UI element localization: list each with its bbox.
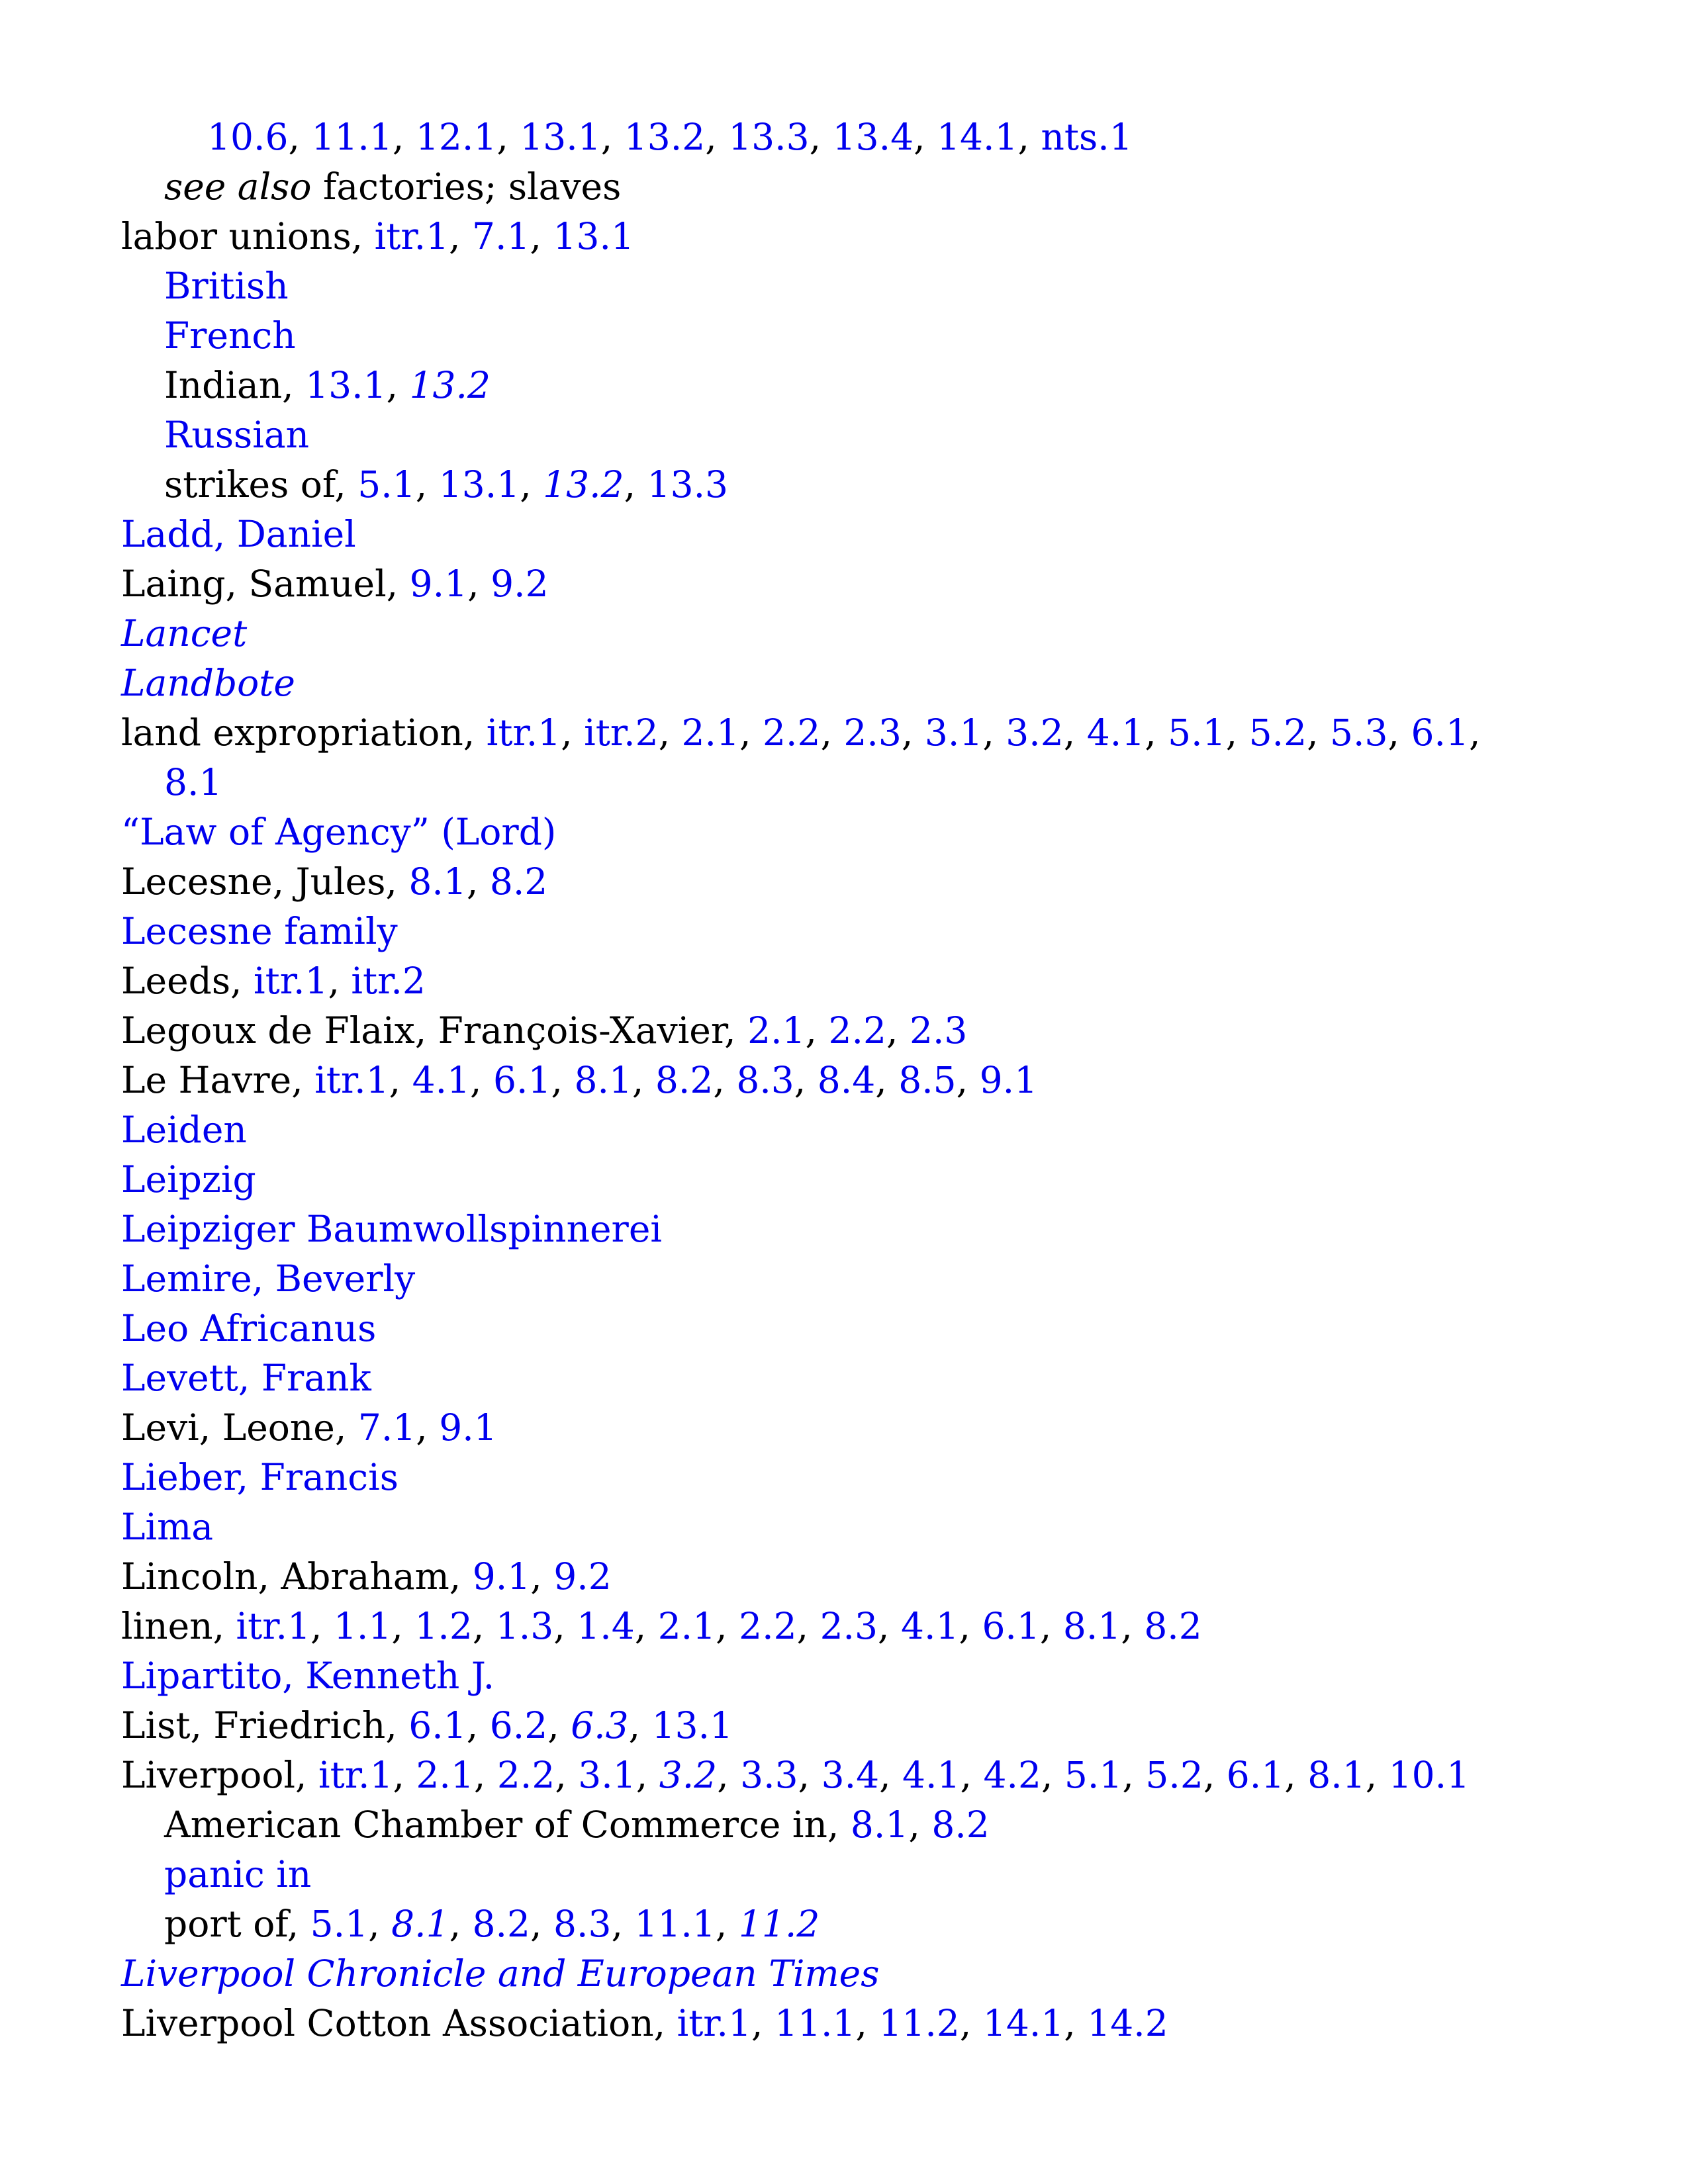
- index-text: ,: [717, 1754, 741, 1796]
- index-link[interactable]: 3.4: [821, 1754, 880, 1796]
- index-subentry: [121, 113, 1577, 162]
- index-subentry: [121, 1800, 1577, 1850]
- index-text: factories; slaves: [311, 165, 622, 208]
- index-text: ,: [634, 1605, 658, 1647]
- index-subentry: [121, 410, 1577, 460]
- index-text: ,: [1017, 116, 1041, 158]
- index-link[interactable]: 1.2: [414, 1605, 473, 1647]
- index-link[interactable]: 8.2: [931, 1803, 990, 1846]
- index-entry: [121, 1006, 1577, 1056]
- index-link[interactable]: 10.1: [1388, 1754, 1470, 1796]
- index-link[interactable]: 14.2: [1087, 2002, 1168, 2044]
- index-link[interactable]: 8.2: [1144, 1605, 1202, 1647]
- index-link[interactable]: itr.2: [584, 711, 659, 754]
- index-link[interactable]: 2.2: [739, 1605, 797, 1647]
- index-link[interactable]: 5.1: [357, 463, 416, 506]
- index-entry: [121, 1751, 1577, 1800]
- index-link[interactable]: 2.2: [762, 711, 821, 754]
- index-text: Liverpool Cotton Association,: [121, 2002, 677, 2044]
- index-entry: [121, 1056, 1577, 1105]
- index-entry: [121, 708, 1577, 807]
- index-text: Indian,: [164, 364, 306, 406]
- index-link[interactable]: 7.1: [472, 215, 530, 257]
- index-link[interactable]: Lieber, Francis: [121, 1456, 399, 1498]
- index-text: ,: [914, 116, 937, 158]
- index-link[interactable]: 8.1: [850, 1803, 909, 1846]
- index-text: ,: [1064, 2002, 1088, 2044]
- index-link[interactable]: itr.1: [236, 1605, 310, 1647]
- index-text: ,: [908, 1803, 932, 1846]
- index-subentry: [121, 460, 1577, 510]
- index-link[interactable]: 6.1: [1226, 1754, 1285, 1796]
- index-text: ,: [1225, 711, 1249, 754]
- index-entry: [121, 1353, 1577, 1403]
- index-text: ,: [1203, 1754, 1227, 1796]
- index-text: ,: [328, 960, 352, 1002]
- index-link[interactable]: 4.1: [1086, 711, 1145, 754]
- index-link[interactable]: 9.1: [409, 563, 468, 605]
- index-link[interactable]: itr.1: [318, 1754, 393, 1796]
- index-link[interactable]: 8.3: [553, 1903, 612, 1945]
- index-link[interactable]: Lipartito, Kenneth J.: [121, 1655, 495, 1697]
- index-entry: [121, 1999, 1577, 2048]
- index-link[interactable]: French: [164, 314, 296, 357]
- index-subentry: [121, 1850, 1577, 1899]
- index-text: ,: [310, 1605, 334, 1647]
- index-link[interactable]: 1.4: [577, 1605, 635, 1647]
- index-subentry: [121, 261, 1577, 311]
- index-link[interactable]: 3.1: [578, 1754, 636, 1796]
- index-link[interactable]: panic in: [164, 1853, 312, 1895]
- index-entry: [121, 1453, 1577, 1502]
- index-text: ,: [288, 116, 312, 158]
- index-text: ,: [1063, 711, 1087, 754]
- index-link[interactable]: Leiden: [121, 1109, 247, 1151]
- index-link[interactable]: 9.1: [472, 1555, 531, 1598]
- index-link[interactable]: 3.1: [924, 711, 983, 754]
- index-text: ,: [389, 1059, 412, 1101]
- index-link[interactable]: 8.1: [408, 860, 467, 903]
- index-text: ,: [472, 1605, 496, 1647]
- index-text: Levi, Leone,: [121, 1406, 358, 1449]
- index-entry: [121, 1701, 1577, 1751]
- index-link[interactable]: 6.1: [408, 1704, 467, 1747]
- index-text: ,: [611, 1903, 635, 1945]
- index-text: ,: [875, 1059, 899, 1101]
- index-text: ,: [530, 1903, 553, 1945]
- index-text: ,: [547, 1704, 571, 1747]
- index-text: ,: [561, 711, 585, 754]
- index-text: strikes of,: [164, 463, 358, 506]
- index-text: Legoux de Flaix, François-Xavier,: [121, 1009, 748, 1052]
- index-text: Le Havre,: [121, 1059, 315, 1101]
- index-text: ,: [1468, 711, 1481, 754]
- index-link[interactable]: 8.5: [898, 1059, 957, 1101]
- index-link[interactable]: 1.1: [333, 1605, 392, 1647]
- index-text: land expropriation,: [121, 711, 487, 754]
- index-link[interactable]: nts.1: [1041, 116, 1133, 158]
- index-link[interactable]: Landbote: [121, 662, 295, 704]
- index-link[interactable]: 2.1: [747, 1009, 806, 1052]
- index-entry: [121, 807, 1577, 857]
- index-link[interactable]: 10.6: [207, 116, 289, 158]
- index-text: ,: [415, 463, 439, 506]
- index-link[interactable]: 11.1: [311, 116, 393, 158]
- index-text: ,: [530, 1555, 554, 1598]
- index-text: ,: [901, 711, 925, 754]
- index-text: ,: [878, 1605, 901, 1647]
- index-link[interactable]: 3.2: [659, 1754, 718, 1796]
- index-text: ,: [1039, 1605, 1063, 1647]
- index-link[interactable]: 3.3: [740, 1754, 798, 1796]
- index-text: ,: [798, 1754, 821, 1796]
- index-text: Liverpool,: [121, 1754, 319, 1796]
- index-text: ,: [855, 2002, 879, 2044]
- index-link[interactable]: itr.1: [254, 960, 328, 1002]
- index-link[interactable]: 11.1: [634, 1903, 716, 1945]
- index-link[interactable]: itr.1: [374, 215, 449, 257]
- index-entry: [121, 1155, 1577, 1205]
- index-link[interactable]: 6.1: [1411, 711, 1469, 754]
- index-text: ,: [368, 1903, 392, 1945]
- index-link[interactable]: 8.2: [472, 1903, 531, 1945]
- index-text: ,: [794, 1059, 818, 1101]
- index-link[interactable]: 5.2: [1248, 711, 1307, 754]
- index-link[interactable]: Leo Africanus: [121, 1307, 377, 1349]
- index-text: ,: [551, 1059, 575, 1101]
- index-text: ,: [467, 563, 491, 605]
- index-entry: [121, 907, 1577, 956]
- index-link[interactable]: 8.4: [817, 1059, 876, 1101]
- index-link[interactable]: Russian: [164, 414, 310, 456]
- index-text: ,: [391, 1605, 415, 1647]
- index-subentry: [121, 1899, 1577, 1949]
- index-link[interactable]: 14.1: [982, 2002, 1064, 2044]
- index-link[interactable]: 8.3: [736, 1059, 794, 1101]
- index-link[interactable]: 13.1: [553, 215, 634, 257]
- index-link[interactable]: 8.1: [1307, 1754, 1366, 1796]
- index-link[interactable]: 7.1: [357, 1406, 416, 1449]
- index-link[interactable]: 1.3: [495, 1605, 554, 1647]
- index-link[interactable]: 13.3: [647, 463, 729, 506]
- index-text: Laing, Samuel,: [121, 563, 410, 605]
- index-link[interactable]: 9.2: [491, 563, 549, 605]
- index-link[interactable]: 11.2: [878, 2002, 960, 2044]
- index-link[interactable]: 4.2: [983, 1754, 1041, 1796]
- index-text: ,: [960, 1754, 984, 1796]
- index-link[interactable]: itr.1: [677, 2002, 752, 2044]
- index-text: labor unions,: [121, 215, 375, 257]
- index-link[interactable]: 6.2: [489, 1704, 548, 1747]
- index-link[interactable]: itr.1: [486, 711, 561, 754]
- index-link[interactable]: 8.1: [574, 1059, 632, 1101]
- index-text: ,: [416, 1406, 440, 1449]
- index-link[interactable]: 6.3: [571, 1704, 629, 1747]
- index-text: ,: [496, 116, 520, 158]
- index-text: ,: [1122, 1754, 1146, 1796]
- index-text: linen,: [121, 1605, 236, 1647]
- index-text: ,: [1365, 1754, 1389, 1796]
- index-page: [121, 113, 1577, 2048]
- index-link[interactable]: 2.3: [820, 1605, 878, 1647]
- index-entry: [121, 1949, 1577, 1999]
- index-text: ,: [715, 1903, 739, 1945]
- index-text: ,: [1307, 711, 1331, 754]
- index-text: ,: [393, 1754, 416, 1796]
- index-entry: [121, 1205, 1577, 1254]
- index-text: ,: [751, 2002, 774, 2044]
- index-text: ,: [879, 1754, 903, 1796]
- index-link[interactable]: 4.1: [901, 1605, 959, 1647]
- index-text: ,: [553, 1605, 577, 1647]
- index-link[interactable]: Leipziger Baumwollspinnerei: [121, 1208, 662, 1250]
- index-link[interactable]: 8.1: [164, 761, 222, 803]
- index-link[interactable]: 13.2: [543, 463, 624, 506]
- index-text: ,: [716, 1605, 739, 1647]
- index-link[interactable]: 2.2: [496, 1754, 555, 1796]
- index-link[interactable]: Leipzig: [121, 1158, 256, 1201]
- index-text: ,: [635, 1754, 659, 1796]
- index-entry: [121, 956, 1577, 1006]
- index-link[interactable]: 13.1: [520, 116, 601, 158]
- index-link[interactable]: 4.1: [412, 1059, 471, 1101]
- index-subentry: [121, 311, 1577, 361]
- index-text: ,: [713, 1059, 737, 1101]
- index-link[interactable]: 2.3: [909, 1009, 968, 1052]
- index-link[interactable]: Lancet: [121, 612, 248, 655]
- index-link[interactable]: Lemire, Beverly: [121, 1257, 416, 1300]
- index-text: ,: [473, 1754, 497, 1796]
- index-link[interactable]: 13.1: [305, 364, 387, 406]
- index-text: port of,: [164, 1903, 310, 1945]
- index-text: ,: [959, 2002, 983, 2044]
- index-link[interactable]: 9.1: [439, 1406, 497, 1449]
- index-text: ,: [520, 463, 543, 506]
- index-link[interactable]: Liverpool Chronicle and European Times: [121, 1952, 880, 1995]
- index-entry: [121, 559, 1577, 609]
- index-text: ,: [1145, 711, 1168, 754]
- index-entry: [121, 609, 1577, 659]
- index-link[interactable]: 11.2: [738, 1903, 820, 1945]
- index-link[interactable]: 6.1: [493, 1059, 551, 1101]
- index-text: ,: [805, 1009, 829, 1052]
- index-entry: [121, 1602, 1577, 1651]
- index-link[interactable]: Lecesne family: [121, 910, 398, 952]
- index-link[interactable]: 9.2: [553, 1555, 612, 1598]
- index-link[interactable]: 13.3: [728, 116, 810, 158]
- index-entry: [121, 1105, 1577, 1155]
- index-text: Lecesne, Jules,: [121, 860, 409, 903]
- index-link[interactable]: 13.2: [409, 364, 491, 406]
- index-link[interactable]: “Law of Agency” (Lord): [121, 811, 557, 853]
- index-text: ,: [982, 711, 1006, 754]
- index-text: ,: [628, 1704, 652, 1747]
- index-entry: [121, 1304, 1577, 1353]
- index-text: ,: [632, 1059, 655, 1101]
- index-text: ,: [449, 215, 473, 257]
- index-text: ,: [624, 463, 647, 506]
- index-link[interactable]: 14.1: [937, 116, 1018, 158]
- index-link[interactable]: 13.2: [624, 116, 706, 158]
- index-link[interactable]: 2.1: [681, 711, 739, 754]
- index-link[interactable]: 13.1: [651, 1704, 733, 1747]
- index-link[interactable]: 6.1: [982, 1605, 1040, 1647]
- index-subentry: [121, 162, 1577, 212]
- index-entry: [121, 510, 1577, 559]
- index-entry: [121, 1403, 1577, 1453]
- index-text: ,: [959, 1605, 982, 1647]
- index-entry: [121, 212, 1577, 261]
- index-text: ,: [449, 1903, 473, 1945]
- index-text: ,: [530, 215, 553, 257]
- index-text: see also: [164, 165, 312, 208]
- index-link[interactable]: British: [164, 265, 289, 307]
- index-link[interactable]: 12.1: [415, 116, 497, 158]
- index-text: ,: [886, 1009, 910, 1052]
- index-text: ,: [809, 116, 833, 158]
- index-entry: [121, 1552, 1577, 1602]
- index-link[interactable]: 13.4: [832, 116, 914, 158]
- index-text: ,: [705, 116, 729, 158]
- index-entry: [121, 659, 1577, 708]
- index-entry: [121, 1254, 1577, 1304]
- index-text: ,: [1284, 1754, 1308, 1796]
- index-text: ,: [658, 711, 682, 754]
- index-link[interactable]: 11.1: [774, 2002, 856, 2044]
- index-link[interactable]: Levett, Frank: [121, 1357, 371, 1399]
- index-link[interactable]: 8.1: [1062, 1605, 1121, 1647]
- index-link[interactable]: itr.2: [351, 960, 426, 1002]
- index-link[interactable]: 2.2: [828, 1009, 886, 1052]
- index-link[interactable]: itr.1: [314, 1059, 389, 1101]
- index-text: ,: [386, 364, 410, 406]
- index-text: ,: [820, 711, 844, 754]
- index-text: ,: [796, 1605, 820, 1647]
- index-link[interactable]: 4.1: [902, 1754, 961, 1796]
- index-text: ,: [1121, 1605, 1145, 1647]
- index-text: ,: [739, 711, 763, 754]
- index-text: ,: [555, 1754, 579, 1796]
- index-link[interactable]: 5.1: [310, 1903, 369, 1945]
- index-link[interactable]: 5.3: [1330, 711, 1388, 754]
- index-text: Lincoln, Abraham,: [121, 1555, 473, 1598]
- index-text: ,: [392, 116, 416, 158]
- index-link[interactable]: 8.1: [391, 1903, 449, 1945]
- index-entry: [121, 1651, 1577, 1701]
- index-link[interactable]: 3.2: [1006, 711, 1064, 754]
- index-text: List, Friedrich,: [121, 1704, 409, 1747]
- index-link[interactable]: 8.2: [489, 860, 548, 903]
- index-text: ,: [466, 860, 490, 903]
- index-subentry: [121, 361, 1577, 410]
- index-link[interactable]: 8.2: [655, 1059, 714, 1101]
- index-link[interactable]: 5.1: [1168, 711, 1226, 754]
- index-text: ,: [956, 1059, 980, 1101]
- index-link[interactable]: 2.1: [657, 1605, 716, 1647]
- index-text: ,: [1041, 1754, 1064, 1796]
- index-link[interactable]: 5.2: [1145, 1754, 1203, 1796]
- index-text: Leeds,: [121, 960, 254, 1002]
- index-text: ,: [600, 116, 624, 158]
- index-link[interactable]: 9.1: [979, 1059, 1038, 1101]
- index-text: ,: [1387, 711, 1411, 754]
- index-link[interactable]: Lima: [121, 1506, 214, 1548]
- index-link[interactable]: Ladd, Daniel: [121, 513, 356, 555]
- index-link[interactable]: 2.3: [843, 711, 902, 754]
- index-entry: [121, 1502, 1577, 1552]
- index-text: ,: [470, 1059, 494, 1101]
- index-link[interactable]: 5.1: [1064, 1754, 1123, 1796]
- index-entry: [121, 857, 1577, 907]
- index-link[interactable]: 2.1: [416, 1754, 474, 1796]
- index-link[interactable]: 13.1: [438, 463, 520, 506]
- index-text: American Chamber of Commerce in,: [164, 1803, 851, 1846]
- index-text: ,: [466, 1704, 490, 1747]
